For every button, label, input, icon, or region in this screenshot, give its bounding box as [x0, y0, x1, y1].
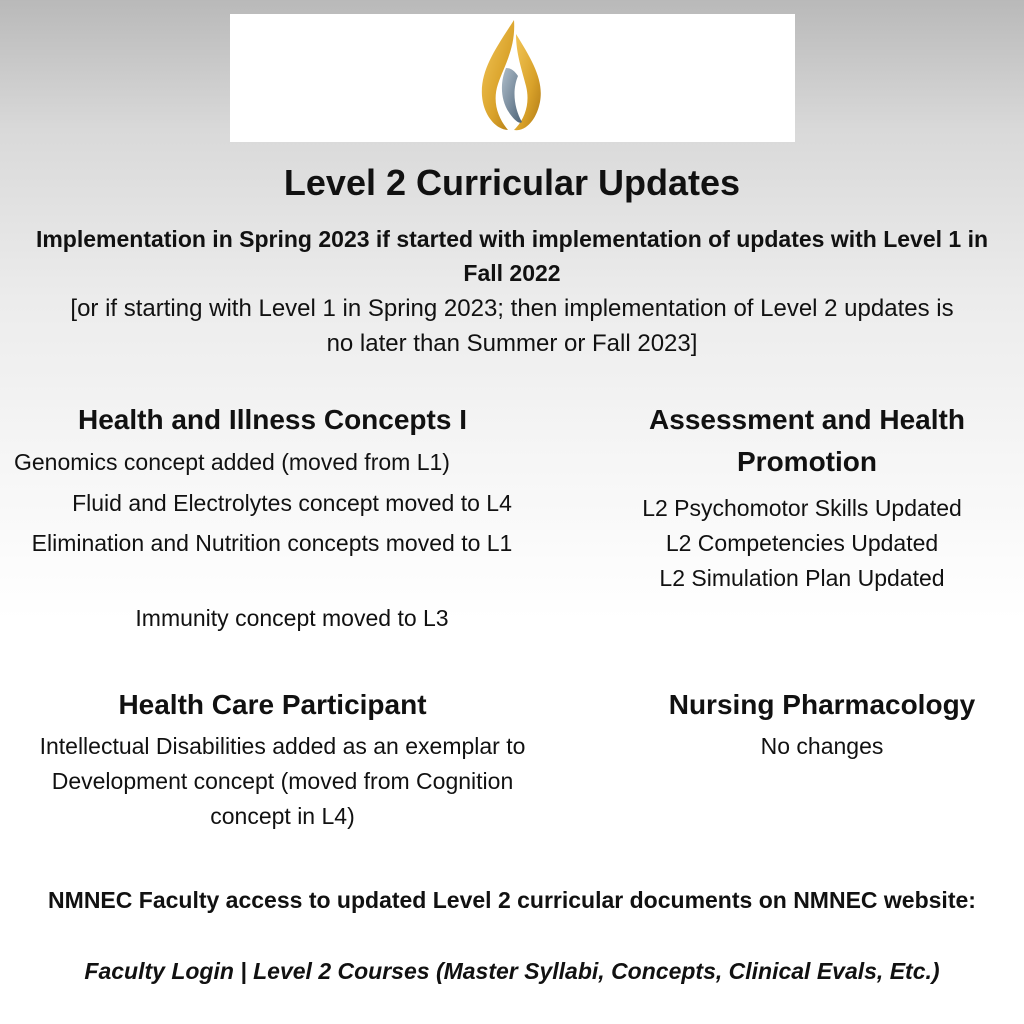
- section-participant: [0, 684, 545, 726]
- page-title: Level 2 Curricular Updates: [283, 162, 741, 203]
- list-item: Immunity concept moved to L3: [135, 605, 449, 631]
- section-health-illness: [0, 399, 545, 441]
- flame-logo-icon: [476, 18, 548, 138]
- logo-banner: [230, 14, 795, 142]
- list-item: Genomics concept added (moved from L1): [14, 449, 450, 475]
- section-title: Health and Illness Concepts I: [78, 404, 467, 435]
- section-title: Health Care Participant: [118, 689, 427, 720]
- section-pharmacology: [640, 684, 1004, 726]
- section-title: Nursing Pharmacology: [668, 689, 976, 720]
- list-item: L2 Simulation Plan Updated: [659, 565, 945, 591]
- list-item: No changes: [760, 733, 884, 759]
- footer-text: NMNEC Faculty access to updated Level 2 curricular documents on NMNEC website:: [48, 887, 976, 913]
- implementation-statement: Implementation in Spring 2023 if started with implementation of updates with Level 1 in Fall 2022: [35, 226, 989, 286]
- list-item: L2 Competencies Updated: [665, 530, 939, 556]
- section-title: Assessment and Health Promotion: [649, 404, 965, 477]
- faculty-login-link[interactable]: Faculty Login | Level 2 Courses (Master Syllabi, Concepts, Clinical Evals, Etc.): [84, 958, 940, 984]
- section-assessment: [610, 399, 1004, 483]
- implementation-note: [or if starting with Level 1 in Spring 2023; then implementation of Level 2 updates is no later than Summer or Fall 2023]: [70, 295, 954, 357]
- list-item: Intellectual Disabilities added as an exemplar to Development concept (moved from Cognition concept in L4): [39, 733, 526, 829]
- list-item: Fluid and Electrolytes concept moved to L4: [72, 490, 512, 516]
- list-item: Elimination and Nutrition concepts moved to L1: [31, 530, 513, 556]
- list-item: L2 Psychomotor Skills Updated: [642, 495, 962, 521]
